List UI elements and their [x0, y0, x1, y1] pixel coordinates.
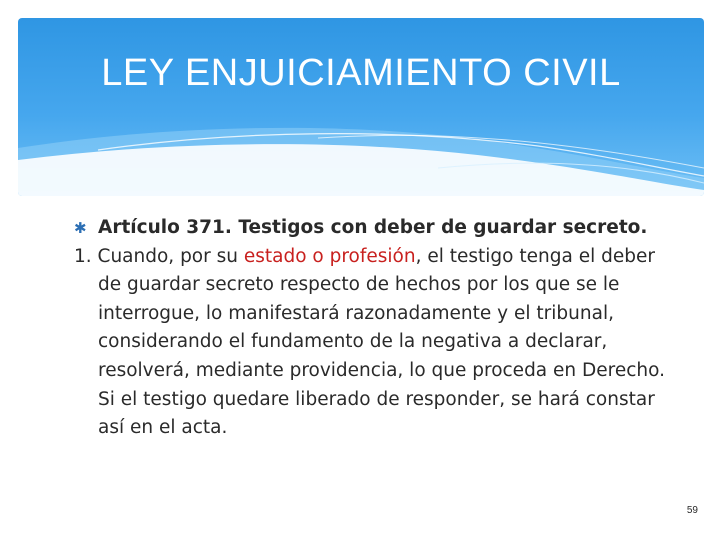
slide-body: [74, 214, 674, 443]
paragraph-highlight: estado o profesión: [243, 245, 416, 267]
paragraph-number: 1.: [74, 245, 92, 267]
paragraph-text-after: , el testigo tenga el deber de guardar secreto respecto de hechos por los que se le interrogue, lo manifestará razonadamente y el tribunal, considerando el fundamento de la negativa a declarar, resolverá, mediante providencia, lo que proceda en Derecho. Si el testigo quedare liberado de responder, se hará constar así en el acta.: [98, 245, 665, 439]
header-wave-decoration: [18, 18, 704, 196]
slide-title: LEY ENJUICIAMIENTO CIVIL: [101, 52, 621, 94]
article-heading-line: [74, 214, 674, 243]
article-paragraph: [74, 243, 674, 443]
paragraph-text-before: Cuando, por su: [91, 245, 244, 267]
page-number: 59: [686, 505, 698, 516]
article-heading: Artículo 371. Testigos con deber de guardar secreto.: [98, 217, 648, 238]
asterisk-bullet-icon: ✱: [74, 219, 87, 237]
header-band: [18, 18, 704, 196]
